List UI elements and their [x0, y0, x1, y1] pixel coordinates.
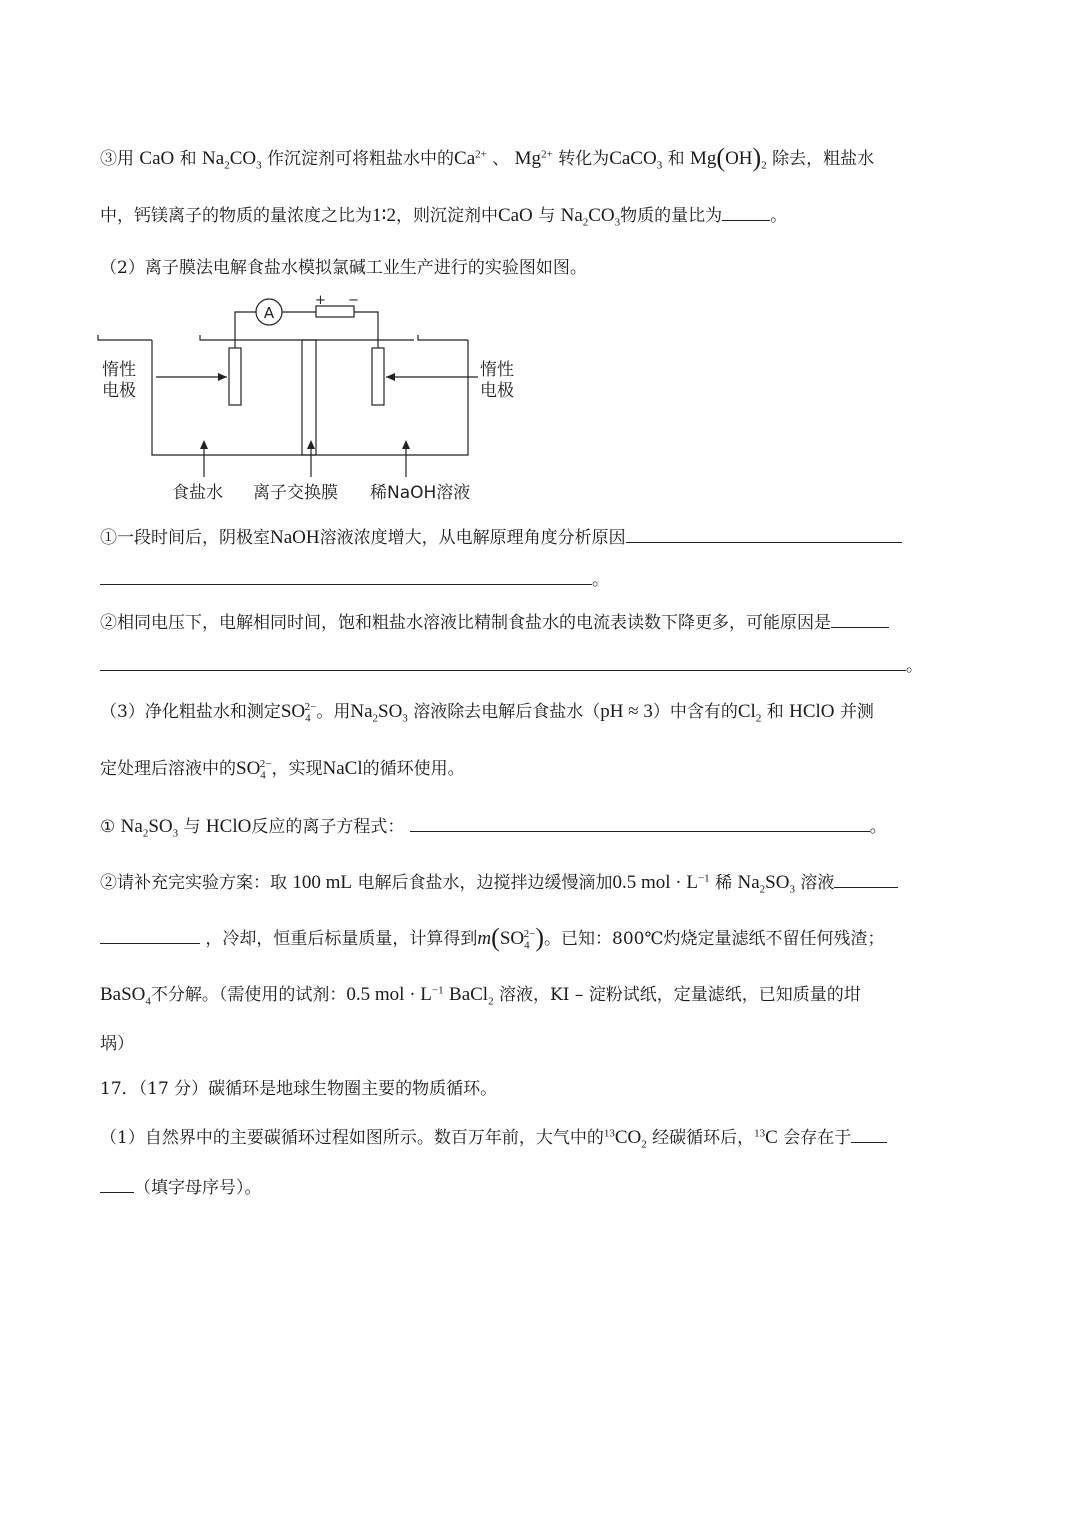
part2-q2-cont: 。: [100, 652, 923, 678]
part2-q1-cont: 。: [100, 566, 609, 592]
answer-blank[interactable]: [410, 813, 870, 832]
part3-q1: ① $Na_2SO_3$ 与 HClO反应的离子方程式： 。: [100, 813, 887, 839]
svg-text:电极: 电极: [102, 381, 136, 401]
svg-text:+: +: [315, 293, 326, 308]
part3-q2-line1: ②请补充完实验方案：取 100 mL 电解后食盐水，边搅拌边缓慢滴加0.5 mol · $L^{-1}$ 稀 $Na_2SO_3$ 溶液: [100, 869, 898, 895]
part2-q2: ②相同电压下，电解相同时间，饱和粗盐水溶液比精制食盐水的电流表读数下降更多，可能原因是: [100, 609, 889, 635]
answer-blank[interactable]: [851, 1124, 887, 1143]
q16-3-line2: 中，钙镁离子的物质的量浓度之比为1∶2，则沉淀剂中CaO 与 $Na_2CO_3$物质的量比为 。: [100, 202, 787, 228]
part3-q2-line2: ，冷却，恒重后标量质量，计算得到$m(SO_4^{2-})$。已知：800℃灼烧定量滤纸不留任何残渣；: [100, 925, 884, 951]
part3-line2: 定处理后溶液中的$SO_4^{2-}$，实现NaCl的循环使用。: [100, 758, 465, 782]
svg-text:惰性: 惰性: [480, 360, 514, 380]
q16-3-line1: ③用 CaO 和 $Na_2CO_3$ 作沉淀剂可将粗盐水中的$Ca^{2+}$ 、 $Mg^{2+}$ 转化为CaCO$_3$ 和 $Mg(OH)_2$ 除去，粗盐水: [100, 143, 875, 172]
answer-blank[interactable]: [834, 869, 898, 888]
part2-q1: ①一段时间后，阴极室NaOH溶液浓度增大，从电解原理角度分析原因: [100, 524, 902, 550]
svg-text:A: A: [263, 304, 275, 322]
svg-text:−: −: [348, 293, 359, 308]
left-electrode: [229, 348, 241, 405]
svg-text:电极: 电极: [480, 381, 514, 401]
part3-q2-line3: BaSO$_4$不分解。（需使用的试剂：0.5 mol · $L^{-1}$ BaCl$_2$ 溶液，KI – 淀粉试纸，定量滤纸，已知质量的坩: [100, 984, 861, 1008]
svg-text:食盐水: 食盐水: [172, 483, 223, 503]
svg-text:惰性: 惰性: [102, 360, 136, 380]
answer-blank[interactable]: [100, 566, 592, 585]
right-electrode: [372, 348, 384, 405]
svg-text:离子交换膜: 离子交换膜: [253, 483, 338, 503]
ion-exchange-membrane: [302, 340, 316, 455]
answer-blank[interactable]: [100, 652, 906, 671]
answer-blank[interactable]: [100, 1174, 134, 1193]
part2-intro: （2）离子膜法电解食盐水模拟氯碱工业生产进行的实验图如图。: [100, 258, 587, 278]
answer-blank[interactable]: [100, 925, 200, 944]
answer-blank[interactable]: [722, 202, 770, 221]
part3-q2-line4: 埚）: [100, 1034, 134, 1054]
answer-blank[interactable]: [831, 609, 889, 628]
q17-p1-line2: （填字母序号）。: [100, 1174, 262, 1200]
q17-p1-line1: （1）自然界中的主要碳循环过程如图所示。数百万年前，大气中的$^{13}CO_2$ 经碳循环后，$^{13}$C 会存在于: [100, 1124, 887, 1150]
q17-title: 17．（17 分）碳循环是地球生物圈主要的物质循环。: [100, 1079, 498, 1099]
answer-blank[interactable]: [626, 524, 902, 543]
part3-line1: （3）净化粗盐水和测定$SO_4^{2-}$。用$Na_2SO_3$ 溶液除去电解后食盐水（pH ≈ 3）中含有的$Cl_2$ 和 HClO 并测: [100, 701, 874, 725]
electrolysis-diagram: [96, 290, 514, 505]
svg-text:稀NaOH溶液: 稀NaOH溶液: [370, 483, 471, 503]
